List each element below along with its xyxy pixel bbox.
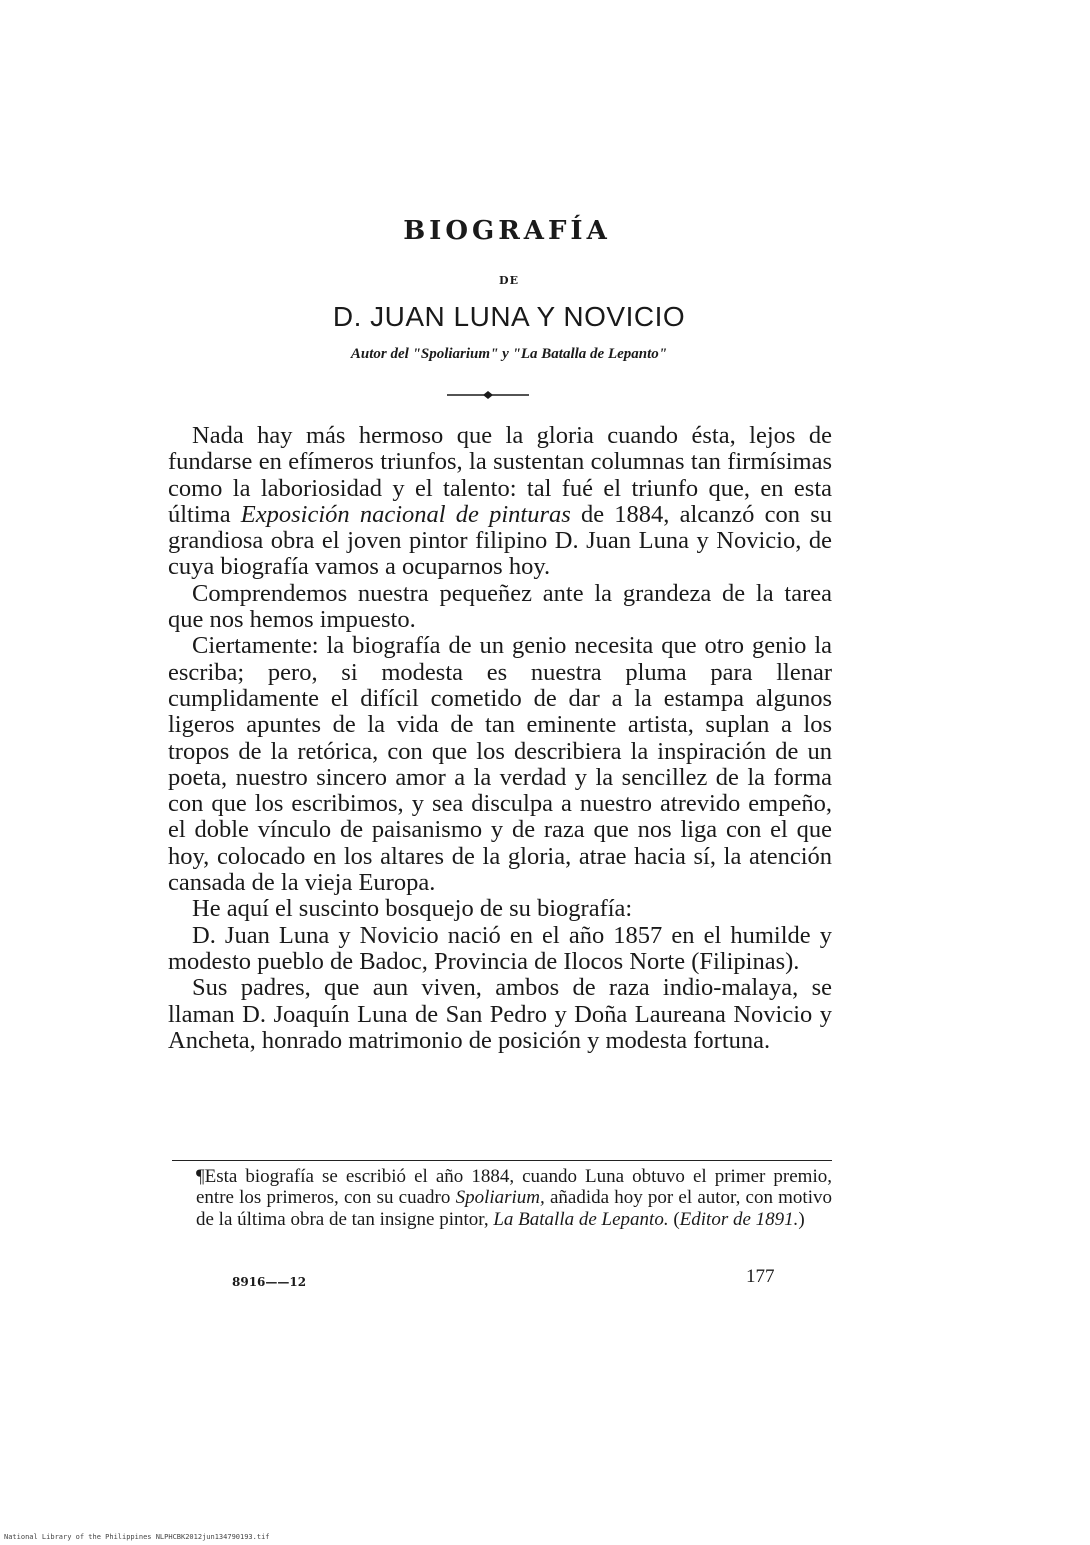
title-connector: DE bbox=[499, 274, 519, 287]
footnote bbox=[196, 1166, 832, 1230]
footnote-text bbox=[196, 1166, 832, 1230]
document-title: BIOGRAFÍA bbox=[403, 216, 611, 246]
footnote-divider bbox=[172, 1160, 832, 1161]
painting-title: La Batalla de Lepanto. bbox=[493, 1208, 669, 1230]
editor-note: Editor de 1891. bbox=[679, 1208, 799, 1230]
body-text bbox=[168, 423, 832, 1054]
paragraph bbox=[168, 423, 832, 581]
paragraph: Comprendemos nuestra pequeñez ante la grandeza de la tarea que nos hemos impuesto. bbox=[168, 579, 832, 634]
footnote-part: Esta biografía se escribió el año 1884, cuando Luna obtuvo el primer premio, entre los primeros, con su cuadro bbox=[196, 1166, 832, 1209]
paragraph-lead: Nada hay más hermoso que la gloria cuando ésta, lejos de fundarse en efímeros triunfos, la sustentan columnas tan firmísimas como la laboriosidad y el talento: tal fué el triunfo que, en esta última bbox=[168, 422, 832, 528]
footnote-part: ( bbox=[668, 1208, 680, 1230]
paragraph-rest: de 1884, alcanzó con su grandiosa obra el joven pintor filipino D. Juan Luna y Novicio, de cuya biografía vamos a ocuparnos hoy. bbox=[168, 500, 832, 581]
footnote-part: añadida hoy por el autor, con motivo de la última obra de tan insigne pintor, bbox=[196, 1187, 832, 1230]
footnote-part: ) bbox=[798, 1208, 805, 1230]
exhibition-name: Exposición nacional de pinturas bbox=[240, 500, 571, 528]
paragraph: He aquí el suscinto bosquejo de su biografía: bbox=[192, 895, 633, 923]
subtitle: Autor del "Spoliarium" y "La Batalla de Lepanto" bbox=[350, 346, 668, 362]
page-number: 177 bbox=[746, 1266, 775, 1287]
paragraph: Ciertamente: la biografía de un genio necesita que otro genio la escriba; pero, si modesta es nuestra pluma para llenar cumplidamente el difícil cometido de dar a la estampa algunos ligeros apuntes de la vida de tan eminente artista, suplan a los tropos de la retórica, con que los describiera la inspiración de un poeta, nuestro sincero amor a la verdad y la sencillez de la forma con que los escribimos, y sea disculpa a nuestro atrevido empeño, el doble vínculo de paisanismo y de raza que nos liga con el que hoy, colocado en los altares de la gloria, atrae hacia sí, la atención cansada de la vieja Europa. bbox=[168, 632, 832, 897]
paragraph: D. Juan Luna y Novicio nació en el año 1857 en el humilde y modesto pueblo de Badoc, Provincia de Ilocos Norte (Filipinas). bbox=[168, 921, 832, 975]
scan-caption: National Library of the Philippines NLPHCBK2012jun134790193.tif bbox=[4, 1533, 270, 1541]
painting-title: Spoliarium, bbox=[455, 1187, 545, 1209]
paragraph: Sus padres, que aun viven, ambos de raza indio-malaya, se llaman D. Joaquín Luna de San Pedro y Doña Laureana Novicio y Ancheta, honrado matrimonio de posición y modesta fortuna. bbox=[168, 974, 832, 1054]
printer-signature: 8916——12 bbox=[232, 1275, 307, 1289]
ornament-divider-icon bbox=[447, 389, 529, 401]
subject-name: D. JUAN LUNA Y NOVICIO bbox=[332, 301, 686, 332]
pilcrow-mark: ¶ bbox=[196, 1166, 205, 1187]
